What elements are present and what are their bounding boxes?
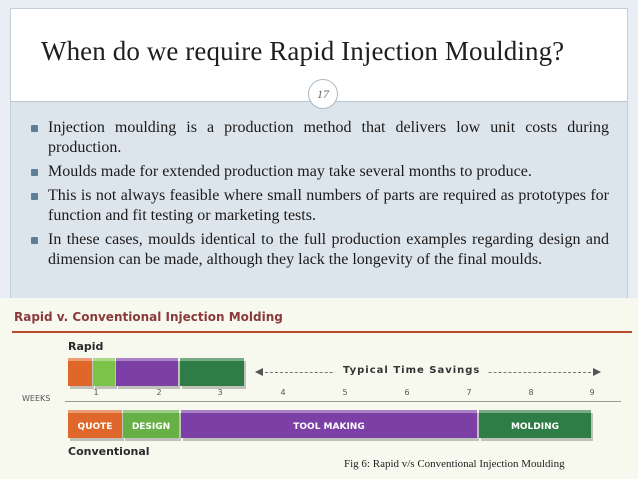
bullet-text: This is not always feasible where small numbers of parts are required as prototypes for function and fit testing or marketing tests. [48, 187, 609, 224]
weeks-label: WEEKS [22, 394, 51, 403]
bullet-icon [31, 125, 38, 132]
slide-title: When do we require Rapid Injection Moulding? [41, 36, 565, 66]
conventional-quote-segment: QUOTE [68, 410, 122, 438]
bullet-item [31, 230, 609, 270]
bullet-item [31, 118, 609, 158]
rapid-toolmaking-segment [116, 358, 178, 386]
rapid-label: Rapid [68, 340, 104, 353]
rapid-molding-segment [180, 358, 244, 386]
week-tick: 7 [466, 388, 472, 397]
bullet-text: Injection moulding is a production method that delivers low unit costs during production. [48, 119, 609, 156]
bullet-icon [31, 169, 38, 176]
week-tick: 2 [156, 388, 162, 397]
bullet-list [31, 118, 609, 274]
bullet-item [31, 186, 609, 226]
page-number-badge: 17 [308, 79, 338, 109]
week-tick: 6 [404, 388, 410, 397]
week-tick: 1 [93, 388, 99, 397]
bullet-item [31, 162, 609, 182]
figure-caption: Fig 6: Rapid v/s Conventional Injection Moulding [344, 458, 565, 470]
week-tick: 4 [280, 388, 286, 397]
arrow-right-icon [593, 368, 601, 376]
conventional-design-segment: DESIGN [123, 410, 179, 438]
week-tick: 5 [342, 388, 348, 397]
conventional-label: Conventional [68, 445, 150, 458]
time-savings-indicator [255, 365, 601, 379]
week-tick: 8 [528, 388, 534, 397]
savings-label: Typical Time Savings [335, 365, 488, 376]
conventional-toolmaking-segment: TOOL MAKING [181, 410, 477, 438]
weeks-axis [65, 401, 621, 402]
bullet-icon [31, 237, 38, 244]
timeline-figure [0, 298, 638, 479]
rapid-design-segment [93, 358, 115, 386]
arrow-left-icon [255, 368, 263, 376]
conventional-molding-segment: MOLDING [479, 410, 591, 438]
rapid-quote-segment [68, 358, 92, 386]
week-tick: 3 [217, 388, 223, 397]
week-tick: 9 [589, 388, 595, 397]
figure-title-rule [12, 331, 632, 333]
figure-title: Rapid v. Conventional Injection Molding [14, 310, 283, 324]
bullet-text: Moulds made for extended production may take several months to produce. [48, 163, 532, 180]
bullet-text: In these cases, moulds identical to the full production examples regarding design and dimension can be made, although they lack the longevity of the final moulds. [48, 231, 609, 268]
bullet-icon [31, 193, 38, 200]
